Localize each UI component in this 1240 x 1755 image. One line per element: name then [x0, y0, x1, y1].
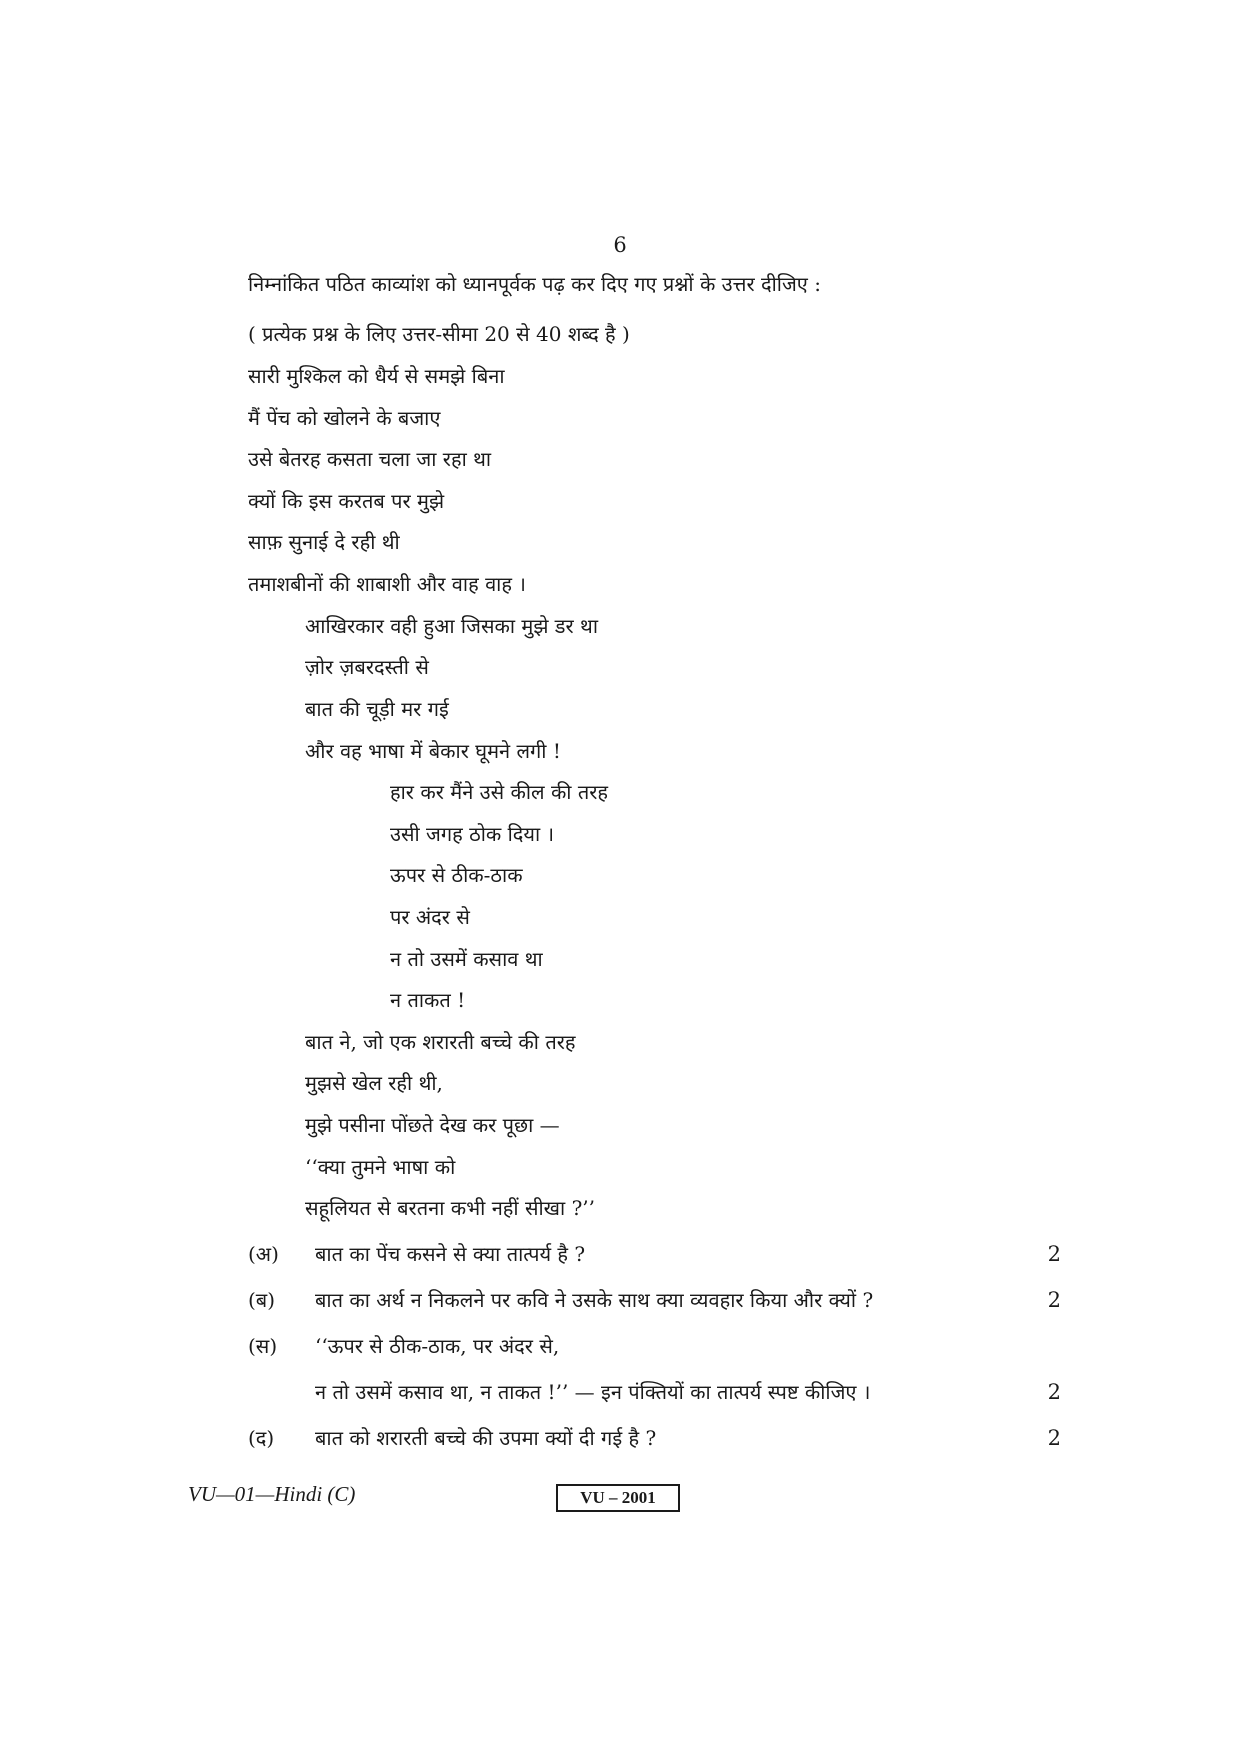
question-label: (द)	[248, 1426, 275, 1450]
question-marks: 2	[1047, 1380, 1061, 1404]
question-text: बात को शरारती बच्चे की उपमा क्यों दी गई है ?	[315, 1426, 657, 1450]
poem-line: मुझसे खेल रही थी,	[305, 1071, 443, 1095]
poem-line: सहूलियत से बरतना कभी नहीं सीखा ?’’	[305, 1196, 596, 1220]
poem-line: उसी जगह ठोक दिया ।	[390, 822, 555, 846]
poem-line: और वह भाषा में बेकार घूमने लगी !	[305, 739, 561, 763]
subject-code: VU—01—Hindi (C)	[188, 1482, 356, 1506]
question-marks: 2	[1047, 1288, 1061, 1312]
poem-line: बात की चूड़ी मर गई	[305, 697, 449, 721]
poem-line: ‘‘क्या तुमने भाषा को	[305, 1155, 456, 1179]
poem-line: ज़ोर ज़बरदस्ती से	[305, 655, 429, 679]
question-marks: 2	[1047, 1242, 1061, 1266]
question-label: (स)	[248, 1334, 278, 1358]
paper-code-box: VU – 2001	[556, 1484, 680, 1512]
question-text-continued: न तो उसमें कसाव था, न ताकत !’’ — इन पंक्तियों का तात्पर्य स्पष्ट कीजिए ।	[315, 1380, 871, 1404]
poem-line: तमाशबीनों की शाबाशी और वाह वाह ।	[248, 572, 526, 596]
poem-line: साफ़ सुनाई दे रही थी	[248, 530, 400, 554]
poem-line: ऊपर से ठीक-ठाक	[390, 863, 523, 887]
poem-line: मुझे पसीना पोंछते देख कर पूछा —	[305, 1113, 560, 1137]
word-limit-note: ( प्रत्येक प्रश्न के लिए उत्तर-सीमा 20 से 40 शब्द है )	[248, 322, 630, 346]
page-number: 6	[613, 233, 627, 257]
question-label: (अ)	[248, 1242, 279, 1266]
question-text: बात का अर्थ न निकलने पर कवि ने उसके साथ क्या व्यवहार किया और क्यों ?	[315, 1288, 874, 1312]
question-marks: 2	[1047, 1426, 1061, 1450]
poem-line: न तो उसमें कसाव था	[390, 947, 543, 971]
poem-line: क्यों कि इस करतब पर मुझे	[248, 489, 445, 513]
poem-line: मैं पेंच को खोलने के बजाए	[248, 406, 441, 430]
poem-line: उसे बेतरह कसता चला जा रहा था	[248, 447, 492, 471]
poem-line: न ताकत !	[390, 988, 466, 1012]
poem-line: सारी मुश्किल को धैर्य से समझे बिना	[248, 364, 505, 388]
poem-line: पर अंदर से	[390, 905, 470, 929]
poem-line: बात ने, जो एक शरारती बच्चे की तरह	[305, 1030, 576, 1054]
question-text: ‘‘ऊपर से ठीक-ठाक, पर अंदर से,	[315, 1334, 560, 1358]
instruction: निम्नांकित पठित काव्यांश को ध्यानपूर्वक पढ़ कर दिए गए प्रश्नों के उत्तर दीजिए :	[248, 272, 821, 296]
question-label: (ब)	[248, 1288, 276, 1312]
poem-line: हार कर मैंने उसे कील की तरह	[390, 780, 609, 804]
question-text: बात का पेंच कसने से क्या तात्पर्य है ?	[315, 1242, 586, 1266]
poem-line: आखिरकार वही हुआ जिसका मुझे डर था	[305, 614, 599, 638]
